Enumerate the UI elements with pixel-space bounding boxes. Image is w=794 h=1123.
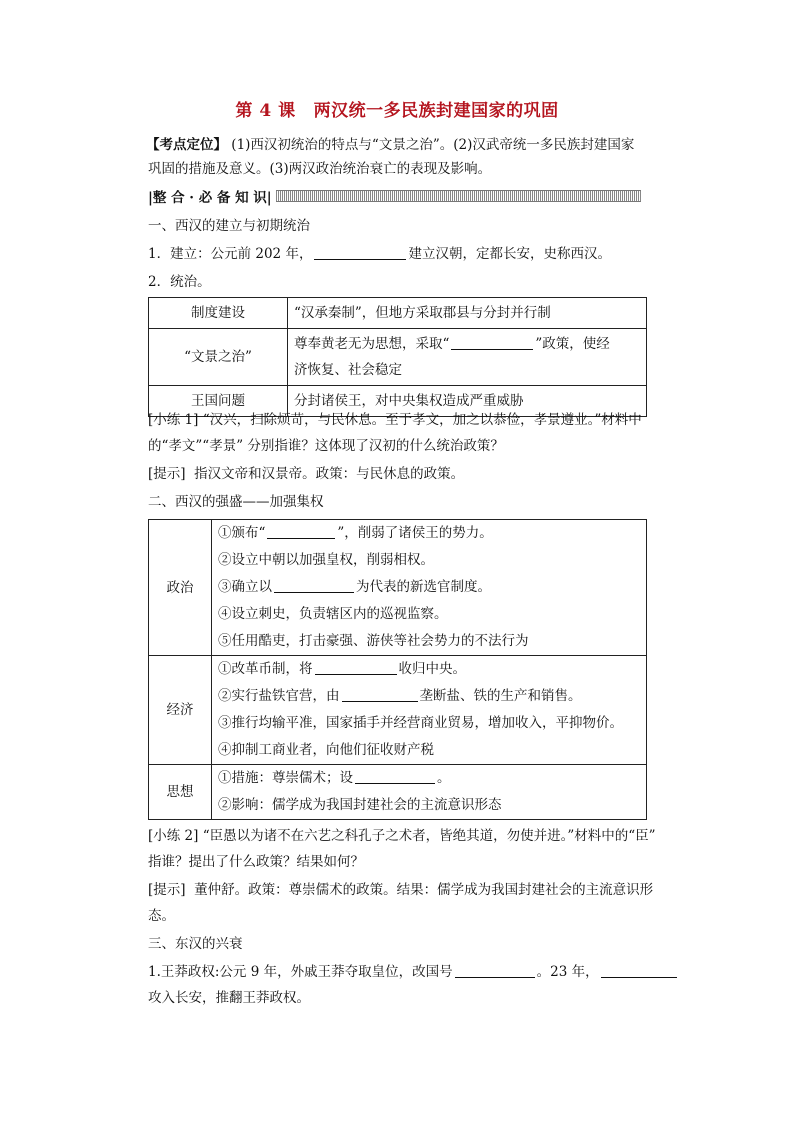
fill-blank <box>267 524 335 539</box>
table-head-cell: 思想 <box>149 765 212 820</box>
fill-blank <box>342 687 418 702</box>
fill-blank <box>601 963 677 978</box>
table-row <box>149 298 647 329</box>
fill-blank <box>455 963 535 978</box>
practice2-hint-line2: 态。 <box>148 908 175 924</box>
table-body-cell: 尊奉黄老无为思想，采取“ ”政策，使经 济恢复、社会稳定 <box>288 329 647 386</box>
part1-item1: 1．建立：公元前 202 年， 建立汉朝，定都长安，史称西汉。 <box>148 246 611 262</box>
table-head-cell: 制度建设 <box>149 298 288 329</box>
fill-blank <box>451 335 533 350</box>
practice2-line2: 指谁？提出了什么政策？结果如何？ <box>148 854 364 870</box>
practice1-hint: [提示] 指汉文帝和汉景帝。政策：与民休息的政策。 <box>148 466 465 482</box>
table-body-cell: ①颁布“ ”，削弱了诸侯王的势力。 ②设立中朝以加强皇权，削弱相权。 ③确立以 为代表的新选官制度。 ④设立刺史，负责辖区内的巡视监察。 ⑤任用酷吏，打击豪强、游侠等社会势力的不法行为 <box>212 520 647 656</box>
lesson-title-text: 两汉统一多民族封建国家的巩固 <box>313 101 559 121</box>
practice2-hint-line1: [提示] 董仲舒。政策：尊崇儒术的政策。结果：儒学成为我国封建社会的主流意识形 <box>148 882 654 898</box>
section-hatch-decoration <box>276 190 641 202</box>
fill-blank <box>315 660 397 675</box>
kaodian-line-2: 巩固的措施及意义。(3)两汉政治统治衰亡的表现及影响。 <box>148 161 492 177</box>
part1-item2: 2．统治。 <box>148 274 211 290</box>
table-body-cell: ①措施：尊崇儒术；设 。 ②影响：儒学成为我国封建社会的主流意识形态 <box>212 765 647 820</box>
table-row <box>149 520 647 656</box>
hint-label: [提示] <box>148 882 186 898</box>
hint-label: [提示] <box>148 466 186 482</box>
kaodian-line-1: 【考点定位】 (1)西汉初统治的特点与“文景之治”。(2)汉武帝统一多民族封建国家 <box>146 137 635 153</box>
table-row <box>149 329 647 386</box>
table-western-han-early-rule <box>148 297 647 417</box>
fill-blank <box>314 245 406 260</box>
table-head-cell: 经济 <box>149 656 212 765</box>
fill-blank <box>274 578 354 593</box>
part1-heading: 一、西汉的建立与初期统治 <box>148 218 310 234</box>
fill-blank <box>355 769 435 784</box>
practice1-line1: [小练 1] “汉兴，扫除烦苛，与民休息。至于孝文，加之以恭俭，孝景遵业。”材料中 <box>148 412 642 428</box>
table-western-han-centralization <box>148 519 647 820</box>
practice1-line2: 的“孝文”“孝景” 分别指谁？这体现了汉初的什么统治政策？ <box>148 438 504 454</box>
lesson-title <box>0 96 794 121</box>
kaodian-label: 【考点定位】 <box>146 137 227 153</box>
table-row <box>149 656 647 765</box>
section-banner <box>148 186 641 206</box>
table-head-cell: “文景之治” <box>149 329 288 386</box>
section-label: |整 合 · 必 备 知 识| <box>148 190 272 206</box>
part3-heading: 三、东汉的兴衰 <box>148 936 243 952</box>
part3-item1-cont: 攻入长安，推翻王莽政权。 <box>148 990 310 1006</box>
part3-item1: 1.王莽政权:公元 9 年，外戚王莽夺取皇位，改国号 。23 年， <box>148 962 679 982</box>
table-body-cell: ①改革币制，将 收归中央。 ②实行盐铁官营，由 垄断盐、铁的生产和销售。 ③推行均输平准，国家插手并经营商业贸易，增加收入，平抑物价。 ④抑制工商业者，向他们征收财产税 <box>212 656 647 765</box>
table-body-cell: “汉承秦制”，但地方采取郡县与分封并行制 <box>288 298 647 329</box>
table-row <box>149 765 647 820</box>
part2-heading: 二、西汉的强盛——加强集权 <box>148 494 324 510</box>
table-head-cell: 政治 <box>149 520 212 656</box>
table-body-cell: 分封诸侯王，对中央集权造成严重威胁 <box>288 386 647 417</box>
practice2-line1: [小练 2] “臣愚以为诸不在六艺之科孔子之术者，皆绝其道，勿使并进。”材料中的“臣” <box>148 828 656 844</box>
table-head-cell: 王国问题 <box>149 386 288 417</box>
lesson-number: 第 4 课 <box>235 101 296 121</box>
